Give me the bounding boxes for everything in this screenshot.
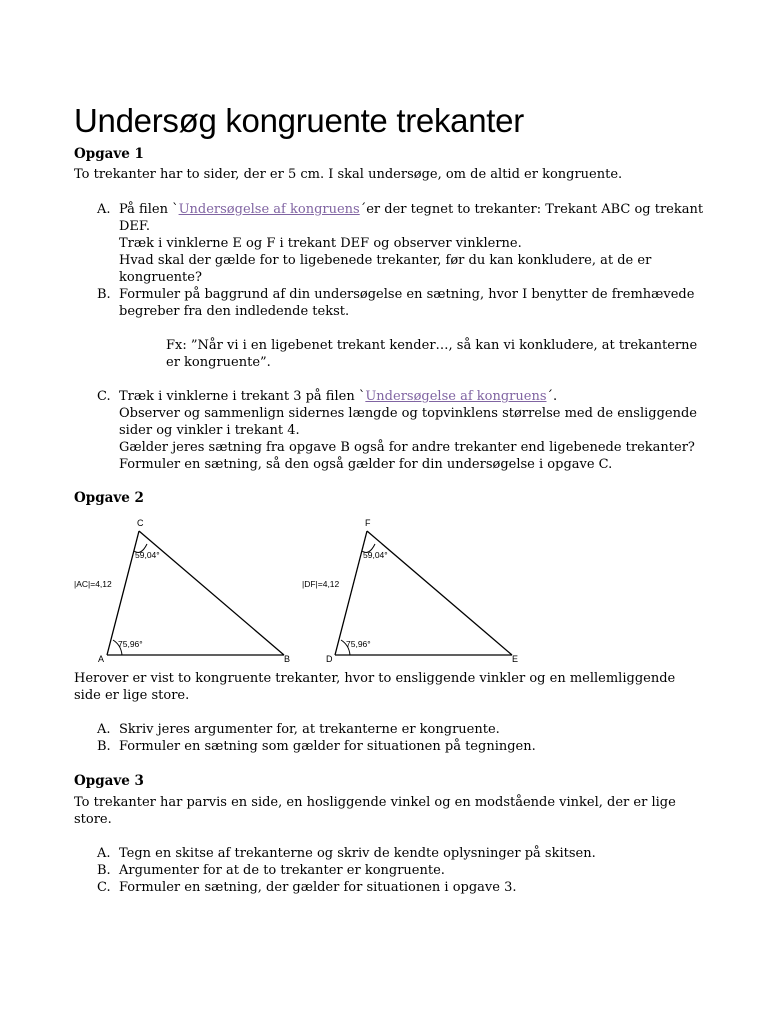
item-line: Gælder jeres sætning fra opgave B også for andre trekanter end ligebenede trekanter? — [119, 440, 695, 455]
list-item — [74, 721, 704, 738]
item-line — [119, 201, 704, 218]
item-line: kongruente? — [119, 270, 202, 285]
triangle-def-figure — [302, 514, 532, 666]
item-letter: B. — [97, 863, 111, 878]
opgave1-list — [74, 201, 704, 473]
vertex-label-c: C — [137, 518, 144, 528]
item-letter: B. — [97, 287, 111, 302]
file-link[interactable]: Undersøgelse af kongruens — [178, 202, 360, 217]
intro-line: To trekanter har parvis en side, en hosliggende vinkel og en modstående vinkel, der er lige — [74, 795, 676, 810]
list-item — [74, 845, 704, 862]
example-line: er kongruente”. — [166, 355, 271, 370]
item-letter: C. — [97, 880, 111, 895]
item-line: Tegn en skitse af trekanterne og skriv de kendte oplysninger på skitsen. — [119, 846, 596, 861]
item-text: På filen ` — [119, 202, 179, 217]
opgave3-heading: Opgave 3 — [74, 773, 144, 789]
list-item — [74, 286, 704, 371]
opgave1-intro: To trekanter har to sider, der er 5 cm. I skal undersøge, om de altid er kongruente. — [74, 167, 623, 182]
item-line: Formuler på baggrund af din undersøgelse en sætning, hvor I benytter de fremhævede — [119, 287, 695, 302]
item-line: Formuler en sætning, så den også gælder for din undersøgelse i opgave C. — [119, 457, 613, 472]
item-letter: A. — [97, 722, 111, 737]
item-line: Formuler en sætning, der gælder for situationen i opgave 3. — [119, 880, 517, 895]
list-item — [74, 201, 704, 286]
example-line: Fx: ”Når vi i en ligebenet trekant kender…, så kan vi konkludere, at trekanterne — [166, 338, 698, 353]
opgave2-intro — [74, 670, 699, 704]
list-item — [74, 738, 704, 755]
item-line: Observer og sammenlign sidernes længde og topvinklens størrelse med de ensliggende — [119, 406, 697, 421]
item-letter: A. — [97, 846, 111, 861]
item-line: sider og vinkler i trekant 4. — [119, 423, 300, 438]
item-letter: B. — [97, 739, 111, 754]
list-item — [74, 388, 704, 473]
vertex-label-b: B — [284, 654, 291, 664]
vertex-label-e: E — [512, 654, 519, 664]
item-text: Træk i vinklerne i trekant 3 på filen ` — [119, 389, 366, 404]
item-line: Skriv jeres argumenter for, at trekanterne er kongruente. — [119, 722, 500, 737]
opgave1-heading: Opgave 1 — [74, 146, 144, 162]
item-text: ´er der tegnet to trekanter: Trekant ABC og trekant — [359, 202, 704, 217]
angle-label-d: 75,96° — [346, 639, 371, 649]
vertex-label-d: D — [326, 654, 333, 664]
side-label-ac: |AC|=4,12 — [74, 579, 112, 589]
item-text: ´. — [546, 389, 558, 404]
item-line — [119, 388, 704, 405]
item-line: DEF. — [119, 219, 151, 234]
item-line: Argumenter for at de to trekanter er kongruente. — [119, 863, 445, 878]
item-line: Hvad skal der gælde for to ligebenede trekanter, før du kan konkludere, at de er — [119, 253, 652, 268]
item-line: begreber fra den indledende tekst. — [119, 304, 350, 319]
intro-line: Herover er vist to kongruente trekanter, hvor to ensliggende vinkler og en mellemliggende — [74, 671, 676, 686]
opgave3-list — [74, 845, 704, 896]
item-letter: C. — [97, 389, 111, 404]
side-cb — [139, 531, 284, 655]
opgave2-heading: Opgave 2 — [74, 490, 144, 506]
opgave2-list — [74, 721, 704, 755]
intro-line: side er lige store. — [74, 688, 190, 703]
list-item — [74, 862, 704, 879]
triangle-abc-figure — [74, 514, 304, 666]
intro-line: store. — [74, 812, 112, 827]
item-line: Formuler en sætning som gælder for situationen på tegningen. — [119, 739, 536, 754]
item-letter: A. — [97, 202, 111, 217]
angle-label-c: 59,04° — [135, 550, 160, 560]
angle-label-f: 59,04° — [363, 550, 388, 560]
example-quote — [119, 337, 704, 371]
item-line: Træk i vinklerne E og F i trekant DEF og observer vinklerne. — [119, 236, 522, 251]
vertex-label-f: F — [365, 518, 371, 528]
file-link[interactable]: Undersøgelse af kongruens — [365, 389, 547, 404]
list-item — [74, 879, 704, 896]
page-title: Undersøg kongruente trekanter — [74, 102, 524, 139]
opgave3-intro — [74, 794, 699, 828]
side-fe — [367, 531, 512, 655]
side-label-df: |DF|=4,12 — [302, 579, 340, 589]
angle-label-a: 75,96° — [118, 639, 143, 649]
vertex-label-a: A — [98, 654, 105, 664]
